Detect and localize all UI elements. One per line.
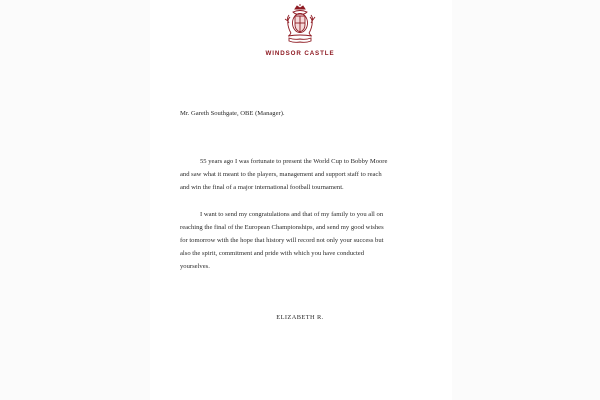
salutation: Mr. Gareth Southgate, OBE (Manager). xyxy=(180,110,285,117)
letter-sheet xyxy=(150,0,452,400)
paragraph-line: I want to send my congratulations and that of my family to you all on xyxy=(200,211,384,218)
paragraph-line: for tomorrow with the hope that history will record not only your success but xyxy=(180,237,384,244)
letterhead-address: WINDSOR CASTLE xyxy=(265,50,335,57)
paragraph-world-cup xyxy=(180,155,387,194)
royal-coat-of-arms-icon xyxy=(280,3,320,43)
paragraph-line: 55 years ago I was fortunate to present the World Cup to Bobby Moore xyxy=(200,158,388,165)
paragraph-line: and saw what it meant to the players, management and support staff to reach xyxy=(180,171,382,178)
page-margin-right xyxy=(452,0,600,400)
paragraph-line: yourselves. xyxy=(180,263,210,270)
paragraph-congratulations xyxy=(180,208,384,273)
paragraph-line: also the spirit, commitment and pride with which you have conducted xyxy=(180,250,365,257)
paragraph-line: reaching the final of the European Championships, and send my good wishes xyxy=(180,224,384,231)
page-margin-left xyxy=(0,0,150,400)
paragraph-line: and win the final of a major international football tournament. xyxy=(180,184,344,191)
signature: ELIZABETH R. xyxy=(276,314,324,321)
